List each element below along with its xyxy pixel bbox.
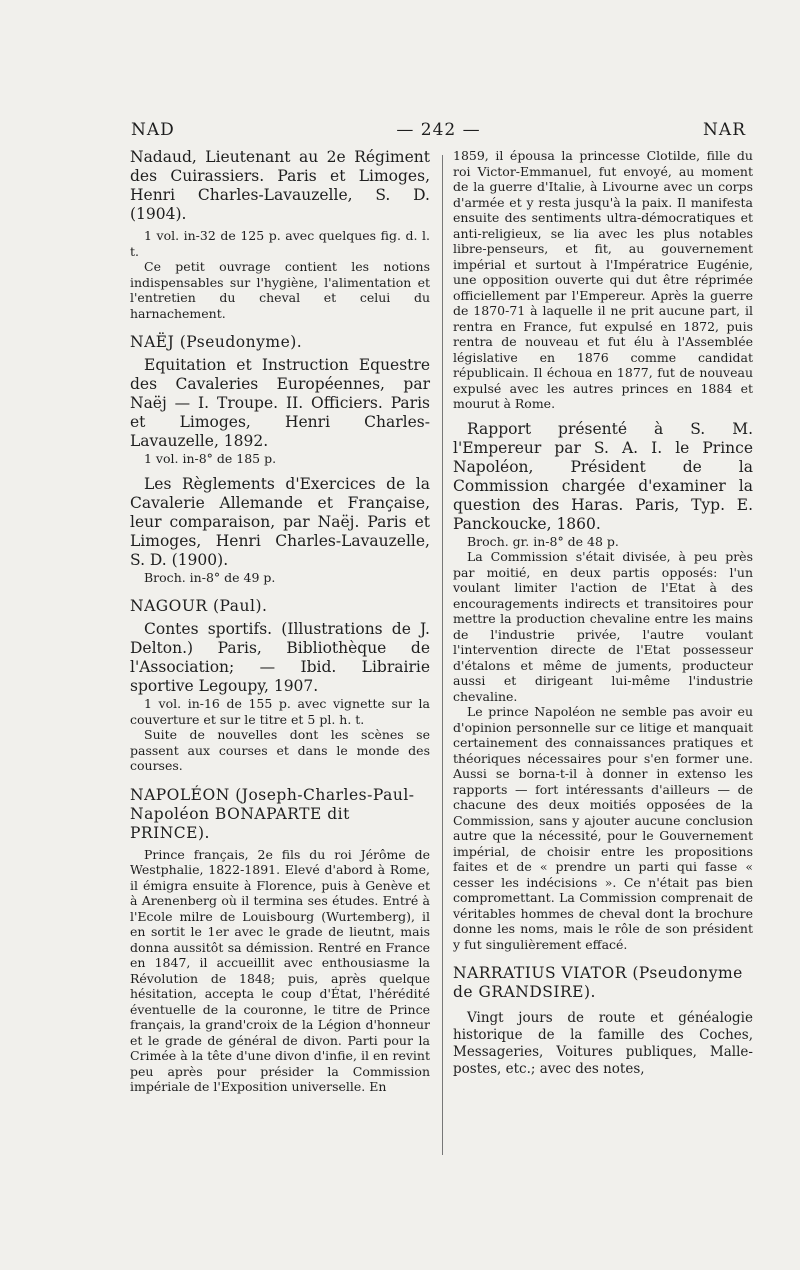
right-column bbox=[453, 148, 753, 1078]
running-header bbox=[131, 120, 746, 150]
entry-title: Vingt jours de route et généalogie historique de la famille des Coches, Messageries, Voitures publiques, Malle-postes, etc.; avec des notes, bbox=[453, 1010, 753, 1077]
header-left-keyword: NAD bbox=[131, 120, 175, 140]
page-number: — 242 — bbox=[396, 120, 481, 140]
header-right-keyword: NAR bbox=[703, 120, 746, 140]
author-heading: NAËJ (Pseudonyme). bbox=[130, 333, 303, 351]
entry-physical-description: 1 vol. in-8° de 185 p. bbox=[144, 451, 277, 466]
entry-title: Contes sportifs. (Illustrations de J. Delton.) Paris, Bibliothèque de l'Association; — Ibid. Librairie sportive Legoupy, 1907. bbox=[130, 620, 430, 695]
entry-physical-description: 1 vol. in-32 de 125 p. avec quelques fig. d. l. t. bbox=[130, 228, 430, 259]
column-divider bbox=[442, 155, 443, 1155]
biography-text: Prince français, 2e fils du roi Jérôme de Westphalie, 1822-1891. Elevé d'abord à Rome, il émigra ensuite à Florence, puis à Genève et à Arenenberg où il termina ses études. Entré à l'Ecole milre de Louisbourg (Wurtemberg), il en sortit le 1er avec le grade de lieutnt, mais donna aussitôt sa démission. Rentré en France en 1847, il accueillit avec enthousiasme la Révolution de 1848; puis, après quelque hésitation, accepta le coup d'État, l'hérédité éventuelle de la couronne, le titre de Prince français, la grand'croix de la Légion d'honneur et le grade de général de divon. Parti pour la Crimée à la tête d'une divon d'infie, il en revint peu après pour présider la Commission impériale de l'Exposition universelle. En bbox=[130, 846, 430, 1094]
author-heading: NARRATIUS VIATOR (Pseudonyme de GRANDSIRE). bbox=[453, 964, 743, 1001]
entry-title: Equitation et Instruction Equestre des Cavaleries Européennes, par Naëj — I. Troupe. II. Officiers. Paris et Limoges, Henri Charles-Lavauzelle, 1892. bbox=[130, 356, 430, 450]
entry-title: Rapport présenté à S. M. l'Empereur par S. A. I. le Prince Napoléon, Président de la Commission chargée d'examiner la question des Haras. Paris, Typ. E. Panckoucke, 1860. bbox=[453, 419, 753, 533]
entry-note: Ce petit ouvrage contient les notions indispensables sur l'hygiène, l'alimentation et l'entretien du cheval et celui du harnachement. bbox=[130, 259, 430, 321]
left-column bbox=[130, 148, 430, 1095]
entry-title: Nadaud, Lieutenant au 2e Régiment des Cuirassiers. Paris et Limoges, Henri Charles-Lavauzelle, S. D. (1904). bbox=[130, 148, 430, 223]
biography-continued: 1859, il épousa la princesse Clotilde, fille du roi Victor-Emmanuel, fut envoyé, au moment de la guerre d'Italie, à Livourne avec un corps d'armée et y resta jusqu'à la paix. Il manifesta ensuite des sentiments ultra-démocratiques et anti-religieux, se lia avec les plus notables libre-penseurs, et fit, au gouvernement impérial et surtout à l'Impératrice Eugénie, une opposition ouverte qui dut être réprimée officiellement par l'Empereur. Après la guerre de 1870-71 à laquelle il ne prit aucune part, il rentra en France, fut expulsé en 1872, puis rentra de nouveau et fut élu à l'Assemblée législative en 1876 comme candidat républicain. Il échoua en 1877, fut de nouveau expulsé avec les autres princes en 1884 et mourut à Rome. bbox=[453, 148, 753, 411]
entry-title: Les Règlements d'Exercices de la Cavalerie Allemande et Française, leur comparaison, par Naëj. Paris et Limoges, Henri Charles-Lavauzelle, S. D. (1900). bbox=[130, 474, 430, 569]
entry-note: Suite de nouvelles dont les scènes se passent aux courses et dans le monde des courses. bbox=[130, 727, 430, 773]
entry-physical-description: Broch. gr. in-8° de 48 p. bbox=[467, 533, 619, 549]
entry-note: La Commission s'était divisée, à peu près par moitié, en deux partis opposés: l'un voulant limiter l'action de l'Etat à des encouragements indirects et transitoires pour mettre la production chevaline entre les mains de l'industrie privée, l'autre voulant l'intervention directe de l'Etat possesseur d'étalons et même de juments, producteur aussi et dirigeant lui-même l'industrie chevaline. bbox=[453, 549, 753, 704]
entry-physical-description: Broch. in-8° de 49 p. bbox=[144, 569, 276, 585]
author-heading: NAGOUR (Paul). bbox=[130, 597, 268, 615]
author-heading: NAPOLÉON (Joseph-Charles-Paul-Napoléon BONAPARTE dit PRINCE). bbox=[130, 785, 415, 842]
entry-note: Le prince Napoléon ne semble pas avoir eu d'opinion personnelle sur ce litige et manquait certainement des connaissances pratiques et théoriques nécessaires pour s'en former une. Aussi se borna-t-il à donner in extenso les rapports — fort intéressants d'ailleurs — de chacune des deux moitiés opposées de la Commission, sans y ajouter aucune conclusion autre que la nécessité, pour le Gouvernement impérial, de choisir entre les propositions faites et de « prendre un parti qui fasse « cesser les indécisions ». Ce n'était pas bien compromettant. La Commission comprenait de véritables hommes de cheval dont la brochure donne les noms, mais le rôle de son président y fut singulièrement effacé. bbox=[453, 704, 753, 952]
entry-physical-description: 1 vol. in-16 de 155 p. avec vignette sur la couverture et sur le titre et 5 pl. h. t. bbox=[130, 696, 430, 727]
